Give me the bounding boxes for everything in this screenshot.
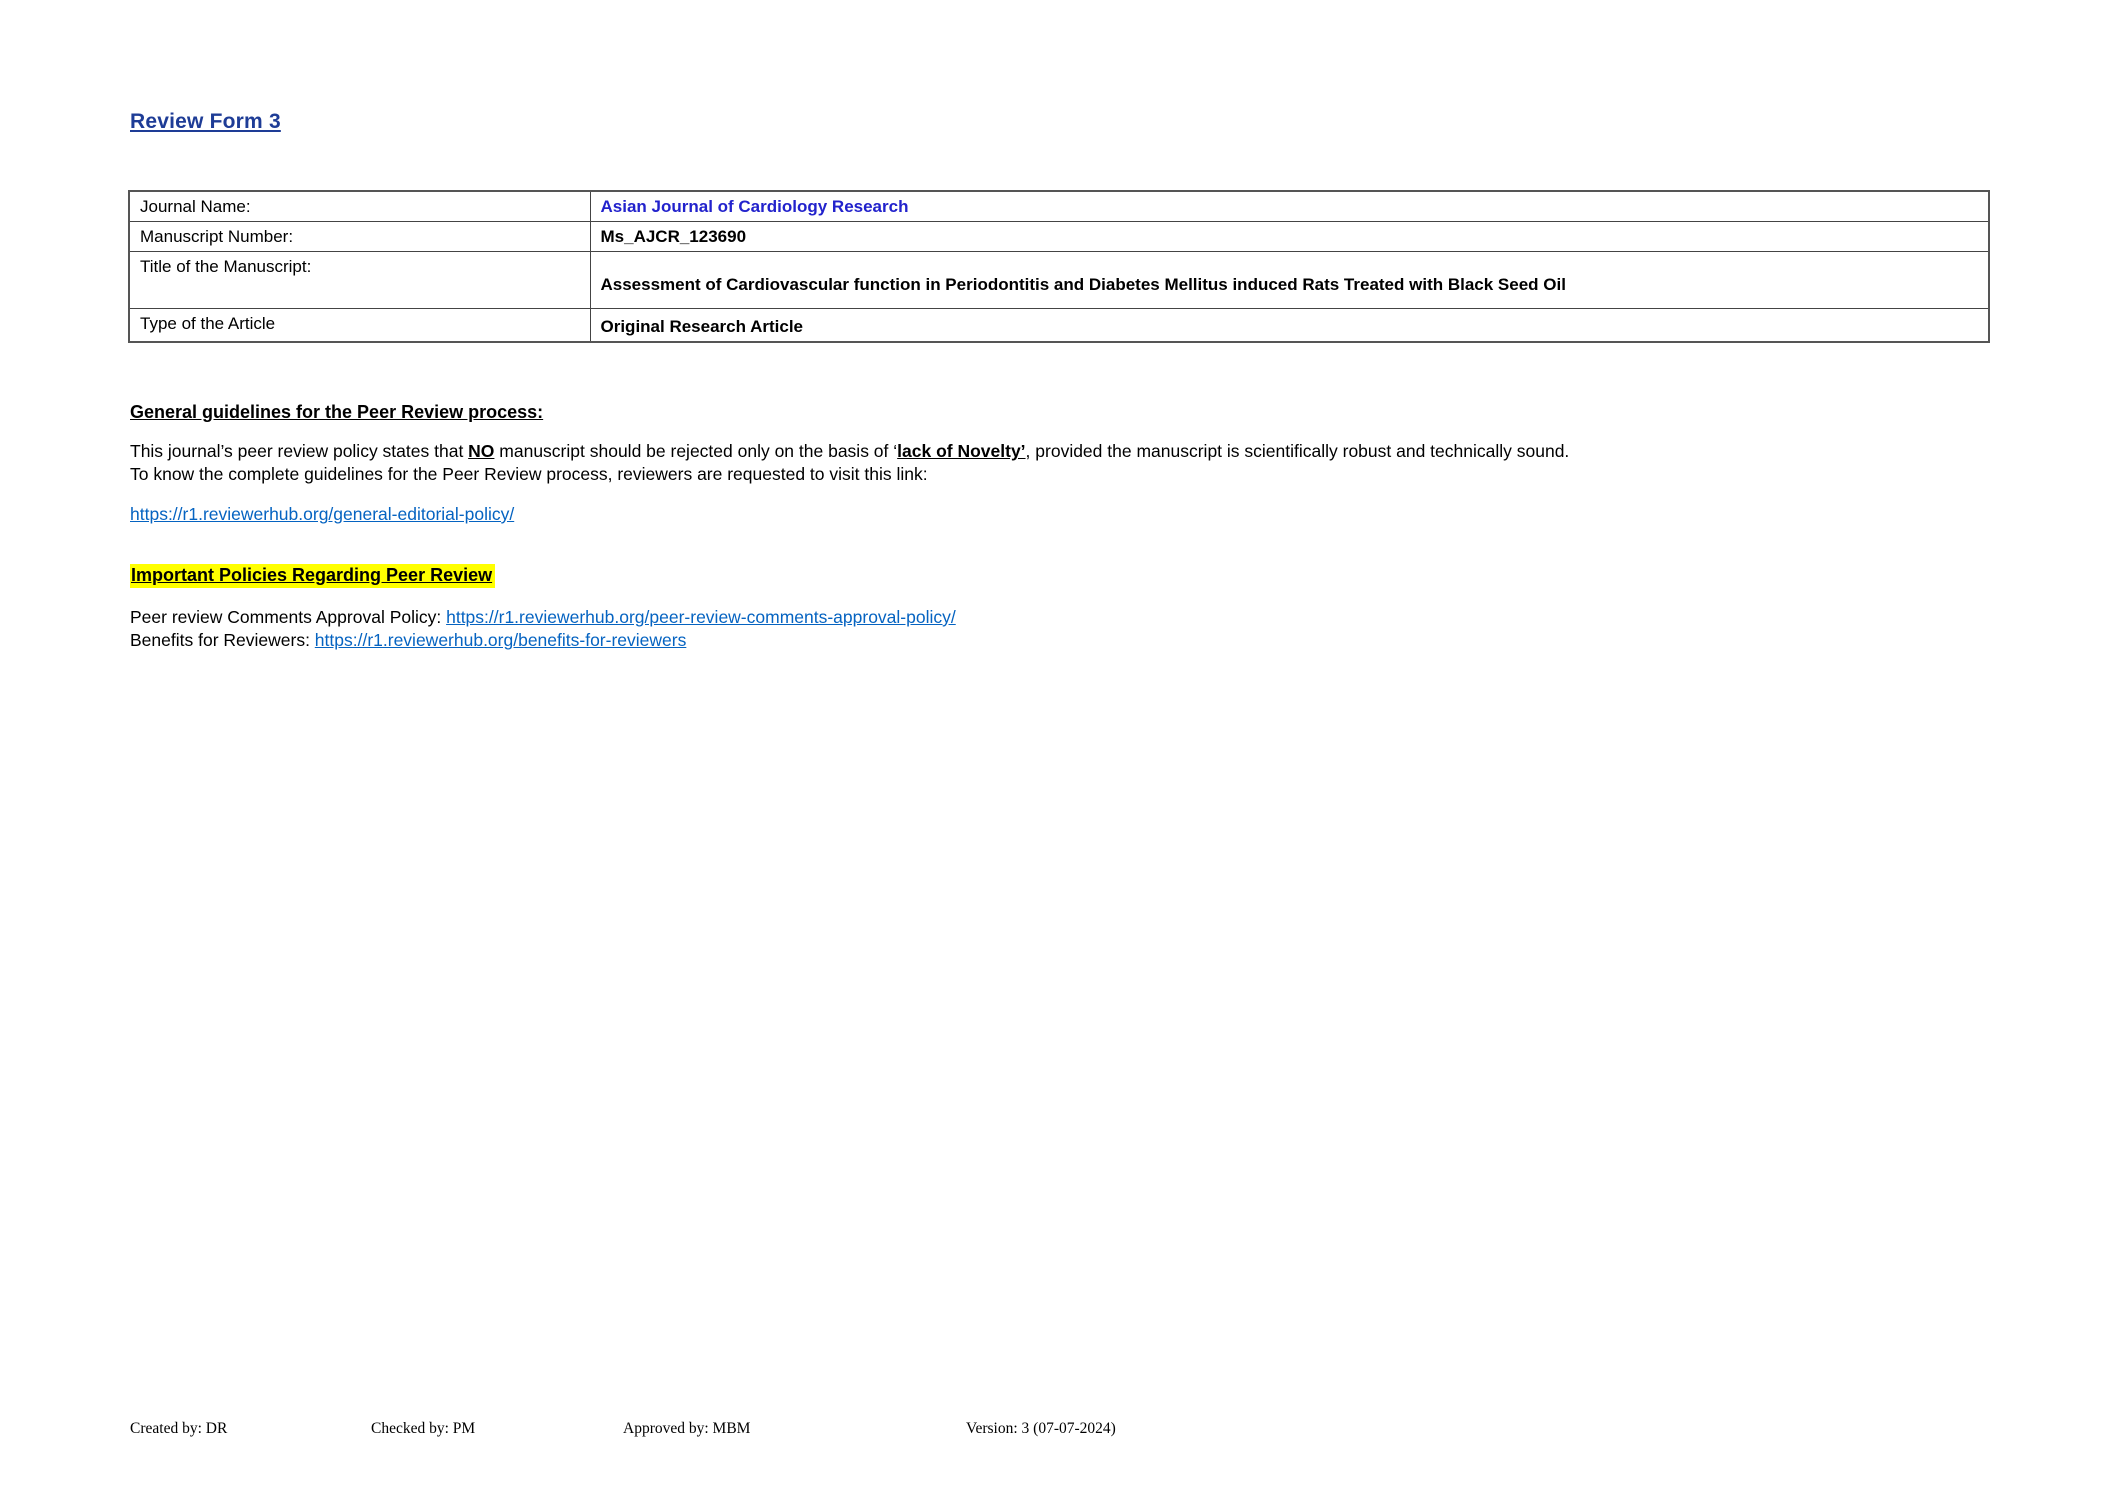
approval-policy-line <box>130 606 956 629</box>
policy-links-block <box>130 606 956 651</box>
manuscript-number-value: Ms_AJCR_123690 <box>590 222 1989 252</box>
guidelines-text: This journal’s peer review policy states that <box>130 441 469 461</box>
manuscript-title-label: Title of the Manuscript: <box>129 252 590 309</box>
guidelines-paragraph <box>130 440 1569 485</box>
footer-created-by: Created by: DR <box>130 1420 228 1437</box>
journal-name-value: Asian Journal of Cardiology Research <box>590 191 1989 222</box>
guidelines-text: , provided the manuscript is scientifically robust and technically sound. <box>1025 441 1570 461</box>
important-policies-heading: Important Policies Regarding Peer Review <box>130 564 495 588</box>
footer-approved-by: Approved by: MBM <box>623 1420 751 1437</box>
guidelines-text: manuscript should be rejected only on the basis of ‘ <box>494 441 898 461</box>
lack-of-novelty-emphasis: lack of Novelty’ <box>897 441 1026 461</box>
table-row <box>129 191 1989 222</box>
page-title: Review Form 3 <box>130 110 281 133</box>
benefits-label: Benefits for Reviewers: <box>130 629 315 650</box>
general-editorial-policy-link[interactable]: https://r1.reviewerhub.org/general-editorial-policy/ <box>130 504 515 524</box>
table-row <box>129 252 1989 309</box>
guidelines-heading: General guidelines for the Peer Review process: <box>130 402 544 422</box>
approval-policy-label: Peer review Comments Approval Policy: <box>130 607 447 627</box>
manuscript-number-label: Manuscript Number: <box>129 222 590 252</box>
guidelines-line-2: To know the complete guidelines for the Peer Review process, reviewers are requested to visit this link: <box>130 463 928 484</box>
footer-version: Version: 3 (07-07-2024) <box>966 1420 1116 1437</box>
table-row <box>129 222 1989 252</box>
manuscript-title-value: Assessment of Cardiovascular function in Periodontitis and Diabetes Mellitus induced Rats Treated with Black Seed Oil <box>590 252 1989 309</box>
article-type-label: Type of the Article <box>129 309 590 343</box>
manuscript-info-table <box>128 190 1990 343</box>
footer-checked-by: Checked by: PM <box>371 1420 476 1437</box>
guidelines-line-1 <box>130 440 1569 463</box>
table-row <box>129 309 1989 343</box>
approval-policy-link[interactable]: https://r1.reviewerhub.org/peer-review-comments-approval-policy/ <box>446 607 956 627</box>
journal-name-label: Journal Name: <box>129 191 590 222</box>
benefits-link[interactable]: https://r1.reviewerhub.org/benefits-for-reviewers <box>314 629 687 650</box>
article-type-value: Original Research Article <box>590 309 1989 343</box>
benefits-line <box>130 629 956 652</box>
no-emphasis: NO <box>468 441 495 461</box>
